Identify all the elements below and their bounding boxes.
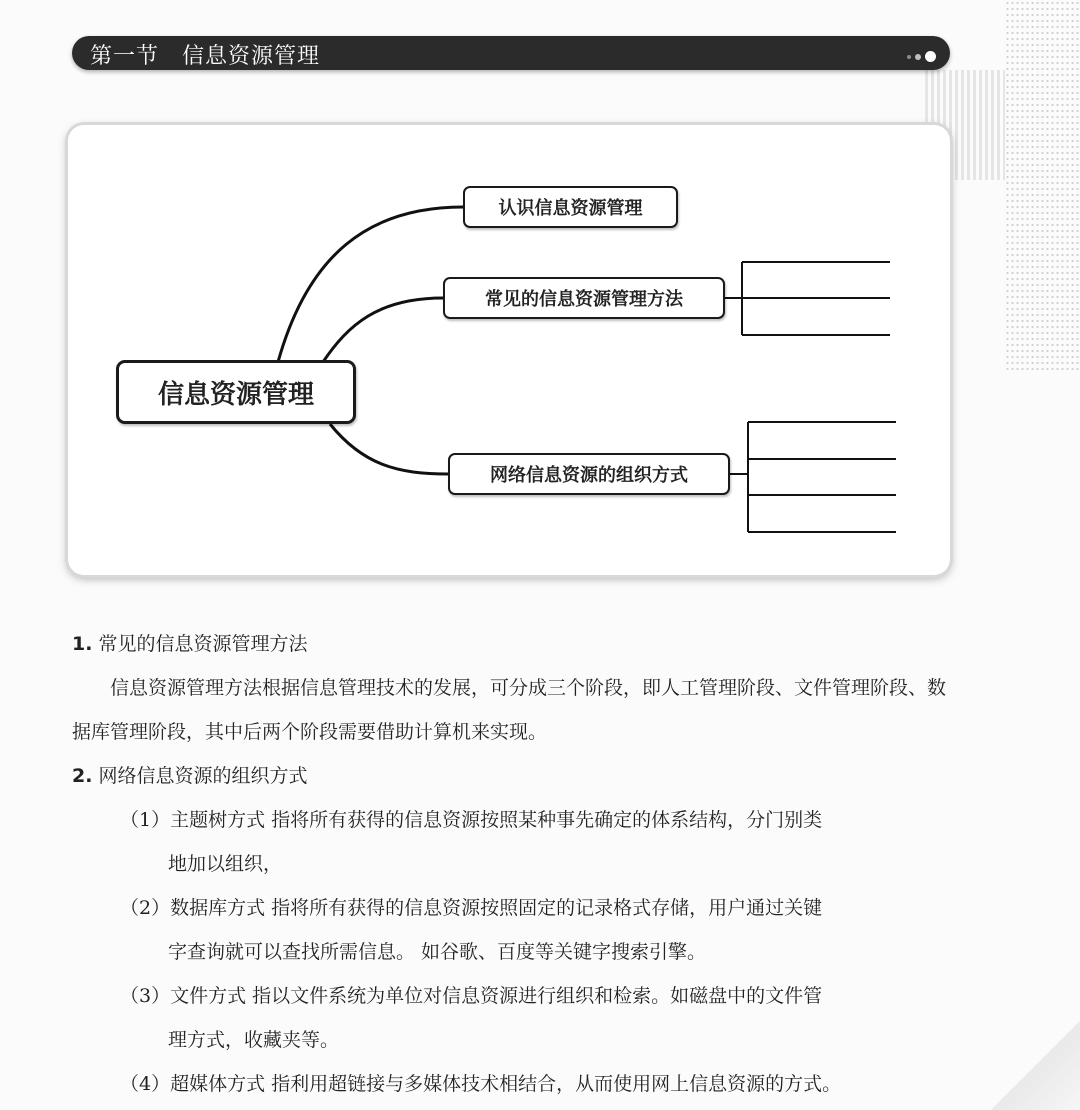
page-fold-shadow xyxy=(990,1000,1080,1110)
bracket-branch-3 xyxy=(730,422,896,532)
mind-map-branch-node-2: 常见的信息资源管理方法 xyxy=(443,277,725,319)
section-header-bar xyxy=(72,36,950,70)
mind-map-root-node: 信息资源管理 xyxy=(116,360,356,424)
connector-root-to-branch-3 xyxy=(330,424,448,474)
bracket-branch-2 xyxy=(725,262,890,335)
section-1-paragraph: 信息资源管理方法根据信息管理技术的发展，可分成三个阶段，即人工管理阶段、文件管理阶段、数据库管理阶段，其中后两个阶段需要借助计算机来实现。 xyxy=(72,677,947,743)
list-item: （1）主题树方式 指将所有获得的信息资源按照某种事先确定的体系结构，分门别类 地加以组织， xyxy=(120,809,823,875)
section-2-heading: 2. 网络信息资源的组织方式 xyxy=(72,765,308,787)
list-item: （2）数据库方式 指将所有获得的信息资源按照固定的记录格式存储，用户通过关键 字查询就可以查找所需信息。 如谷歌、百度等关键字搜索引擎。 xyxy=(120,897,823,963)
connector-root-to-branch-1 xyxy=(278,207,463,362)
mind-map-branch-node-1: 认识信息资源管理 xyxy=(463,186,678,228)
mind-map-branch-node-3: 网络信息资源的组织方式 xyxy=(448,453,730,495)
mind-map-card xyxy=(68,125,950,575)
header-dots-icon xyxy=(903,46,936,65)
list-item: （3）文件方式 指以文件系统为单位对信息资源进行组织和检索。如磁盘中的文件管 理方式，收藏夹等。 xyxy=(120,985,823,1051)
connector-root-to-branch-2 xyxy=(323,298,443,362)
body-text xyxy=(72,622,962,1106)
section-1-heading: 1. 常见的信息资源管理方法 xyxy=(72,633,308,655)
decorative-dot-pattern xyxy=(1005,0,1080,370)
list-item: （4）超媒体方式 指利用超链接与多媒体技术相结合，从而使用网上信息资源的方式。 xyxy=(120,1073,842,1095)
section-title: 第一节 信息资源管理 xyxy=(90,44,321,69)
